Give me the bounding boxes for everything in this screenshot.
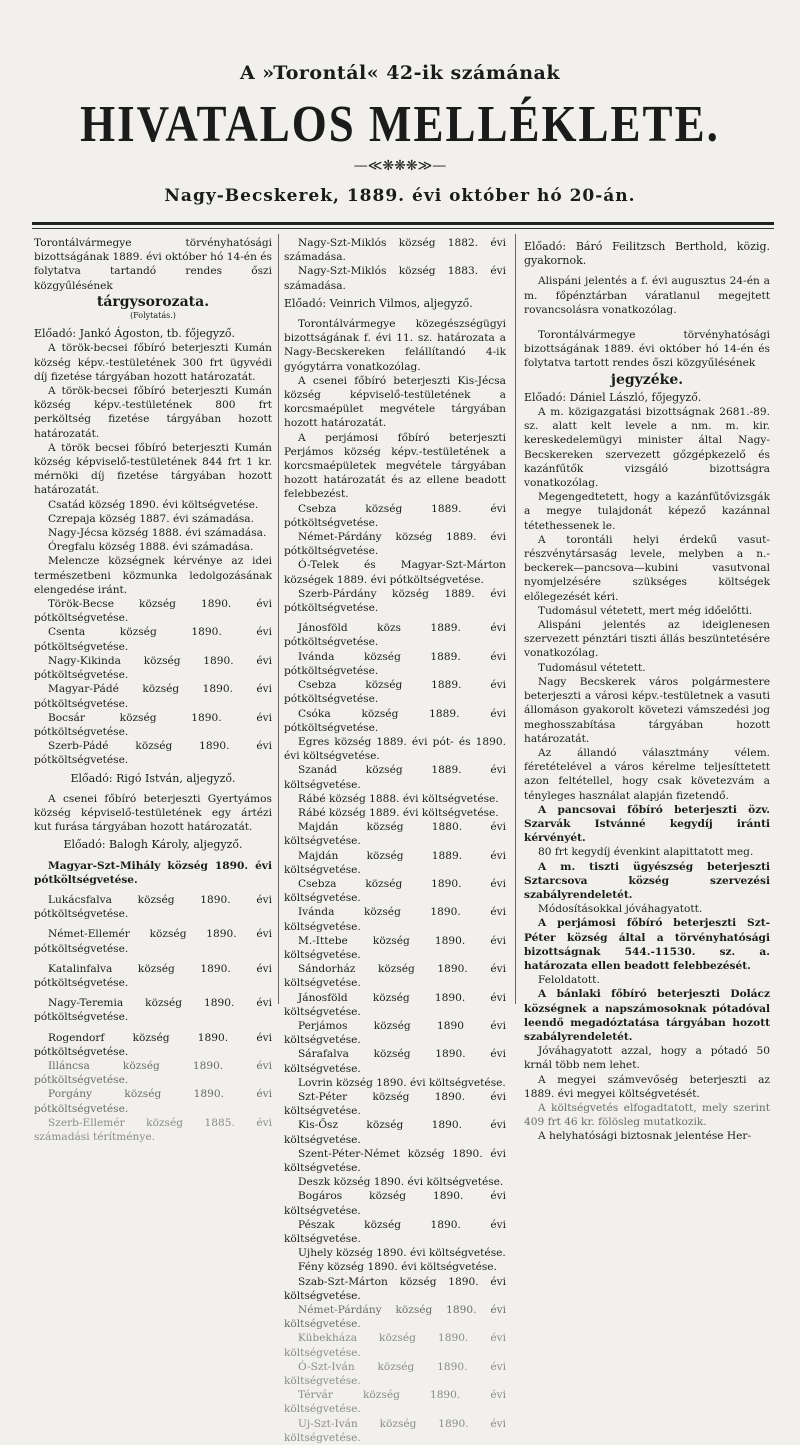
- list-item: Porgány község 1890. évi pótköltségvetése.: [34, 1088, 272, 1115]
- column-separator: [515, 234, 516, 1004]
- list-item: Kübekháza község 1890. évi költségvetése.: [284, 1332, 506, 1359]
- paragraph: Alispáni jelentés a f. évi augusztus 24-én a m. főpénztárban váratlanul megejtett rovancsolásra vonatkozólag.: [524, 275, 770, 316]
- paragraph: Módosításokkal jóváhagyatott.: [538, 903, 703, 916]
- list-item: Csatád község 1890. évi költségvetése.: [48, 498, 259, 511]
- speaker-line: Előadó: Dániel László, főjegyző.: [524, 390, 702, 404]
- list-item: Katalinfalva község 1890. évi pótköltségvetése.: [34, 962, 272, 989]
- paragraph: Nagy Becskerek város polgármestere beterjeszti a városi képv.-testületnek a vasuti állomáson gyakorolt követezi vámszedési jog meghosszabítása tárgyában hozott határozatát.: [524, 675, 770, 745]
- paragraph: Jóváhagyatott azzal, hogy a pótadó 50 krnál több nem lehet.: [524, 1045, 770, 1072]
- column-2: [284, 236, 506, 1445]
- paragraph: Tudomásul vétetett.: [538, 661, 646, 674]
- list-item: Jánosföld közs 1889. évi pótköltségvetése.: [284, 622, 506, 649]
- list-item: Szent-Péter-Német község 1890. évi költségvetése.: [284, 1147, 506, 1174]
- paragraph: 80 frt kegydíj évenkint alapittatott meg.: [538, 846, 754, 859]
- paragraph: Torontálvármegye törvényhatósági bizottságának 1889. évi október hó 14-én és folytatva tartott rendes őszi közgyűlésének: [524, 329, 770, 370]
- section-title: tárgysorozata.: [96, 293, 210, 310]
- paragraph: A költségvetés elfogadtatott, mely szerint 409 frt 46 kr. fölösleg mutatkozik.: [524, 1101, 770, 1129]
- paragraph: Tudomásul vétetett, mert még időelőtti.: [538, 604, 753, 617]
- list-item: M.-Ittebe község 1890. évi költségvetése.: [284, 934, 506, 961]
- list-item: Ujhely község 1890. évi költségvetése.: [298, 1247, 506, 1260]
- paragraph: A perjámosi főbíró beterjeszti Szt-Péter község által a törvényhatósági bizottságnak 544.-11530. sz. a. határozata ellen beadott felebbezését.: [524, 917, 770, 972]
- list-item: Rábé község 1889. évi költségvetése.: [298, 806, 499, 819]
- list-item: Lukácsfalva község 1890. évi pótköltségvetése.: [34, 893, 272, 921]
- list-item: Nagy-Szt-Miklós község 1883. évi számadása.: [284, 265, 506, 292]
- column-separator: [278, 234, 279, 1004]
- list-item: Kis-Ősz község 1890. évi költségvetése.: [284, 1119, 506, 1146]
- list-item: Ó-Telek és Magyar-Szt-Márton községek 1889. évi pótköltségvetése.: [284, 559, 506, 586]
- paragraph: Megengedtetett, hogy a kazánfűtővizsgák a megye tulajdonát képező kazánnal tétethessenek le.: [524, 491, 770, 532]
- list-item: Térvár község 1890. évi költségvetése.: [284, 1389, 506, 1416]
- paragraph: Torontálvármegye közegészségügyi bizottságának f. évi 11. sz. határozata a Nagy-Becskereken felállítandó 4-ik gyógytárra vonatkozólag.: [284, 318, 506, 373]
- list-item: Ivánda község 1889. évi pótköltségvetése.: [284, 650, 506, 677]
- paragraph: A csenei főbíró beterjeszti Kis-Jécsa község képviselő-testületének a korcsmaépület megvétele tárgyában hozott határozatát.: [284, 374, 506, 430]
- column-1: [34, 236, 272, 1144]
- list-item: Ó-Szt-Iván község 1890. évi költségvetése.: [284, 1360, 506, 1388]
- paragraph: Alispáni jelentés az ideiglenesen szervezett pénztári tiszti állás beszüntetésére vonatkozólag.: [524, 619, 770, 660]
- list-item: Rábé község 1888. évi költségvetése.: [298, 792, 499, 805]
- list-item: Deszk község 1890. évi költségvetése.: [298, 1176, 504, 1189]
- list-item: Szerb-Párdány község 1889. évi pótköltségvetése.: [284, 587, 506, 615]
- list-item: Szab-Szt-Márton község 1890. évi költségvetése.: [284, 1275, 506, 1302]
- list-item: Bogáros község 1890. évi költségvetése.: [284, 1190, 506, 1217]
- list-item: Óregfalu község 1888. évi számadása.: [48, 541, 254, 554]
- supertitle: A »Torontál« 42-ik számának: [239, 62, 561, 84]
- paragraph: Torontálvármegye törvényhatósági bizottságának 1889. évi október hó 14-én és folytatva tartandó rendes őszi közgyűlésének: [34, 237, 272, 292]
- list-item: Perjámos község 1890 évi költségvetése.: [284, 1019, 506, 1047]
- paragraph: A pancsovai főbíró beterjeszti özv. Szarvák Istvánné kegydíj iránti kérvényét.: [524, 803, 770, 845]
- dateline: Nagy-Becskerek, 1889. évi október hó 20-án.: [164, 186, 636, 206]
- list-item: Nagy-Szt-Miklós község 1882. évi számadása.: [284, 237, 506, 264]
- list-item: Csebza község 1890. évi költségvetése.: [284, 877, 506, 905]
- speaker-line: Előadó: Rigó István, aljegyző.: [70, 771, 236, 785]
- list-item: Sárafalva község 1890. évi költségvetése.: [284, 1048, 506, 1075]
- list-item: Uj-Szt-Iván község 1890. évi költségvetése.: [284, 1417, 506, 1444]
- list-item: Csóka község 1889. évi pótköltségvetése.: [284, 707, 506, 734]
- continued-note: (Folytatás.): [130, 311, 176, 321]
- paragraph: A m. tiszti ügyészség beterjeszti Sztarcsova község szervezési szabályrendeletét.: [524, 860, 770, 901]
- list-item: Szanád község 1889. évi költségvetése.: [284, 764, 506, 791]
- list-item: Csenta község 1890. évi pótköltségvetése.: [34, 626, 272, 653]
- list-item: Német-Párdány község 1889. évi pótköltségvetése.: [284, 531, 506, 558]
- ornament-divider: —≪❋❋❋≫—: [353, 158, 447, 174]
- list-item: Magyar-Szt-Mihály község 1890. évi pótköltségvetése.: [34, 859, 272, 886]
- list-item: Sándorház község 1890. évi költségvetése.: [284, 963, 506, 990]
- speaker-line: Előadó: Báró Feilitzsch Berthold, közig. gyakornok.: [524, 240, 770, 268]
- list-item: Czrepaja község 1887. évi számadása.: [48, 512, 254, 525]
- paragraph: A bánlaki főbíró beterjeszti Dolácz községnek a napszámosoknak pótadóval leendő megadóztatása tárgyában hozott szabályrendeletét.: [524, 988, 770, 1043]
- paragraph: A m. közigazgatási bizottságnak 2681.-89. sz. alatt kelt levele a nm. m. kir. kereskedelemügyi minister által Nagy-Becskereken szervezett gőzgépkezelő és kazánfűtők vizsgáló bizottságra vonatkozólag.: [524, 406, 770, 490]
- list-item: Egres község 1889. évi pót- és 1890. évi költségvetése.: [284, 735, 506, 763]
- list-item: Jánosföld község 1890. évi költségvetése.: [284, 991, 506, 1018]
- speaker-line: Előadó: Jankó Ágoston, tb. főjegyző.: [34, 327, 236, 341]
- list-item: Csebza község 1889. évi pótköltségvetése.: [284, 502, 506, 529]
- list-item: Török-Becse község 1890. évi pótköltségvetése.: [34, 598, 272, 625]
- list-item: Majdán község 1880. évi költségvetése.: [284, 821, 506, 848]
- header-rule-thin: [32, 228, 774, 229]
- list-item: Illáncsa község 1890. évi pótköltségvetése.: [34, 1059, 272, 1087]
- column-3: [524, 236, 770, 1144]
- list-item: Csebza község 1889. évi pótköltségvetése.: [284, 679, 506, 706]
- list-item: Pészak község 1890. évi költségvetése.: [284, 1218, 506, 1246]
- list-item: Lovrin község 1890. évi költségvetése.: [298, 1076, 506, 1089]
- list-item: Nagy-Teremia község 1890. évi pótköltségvetése.: [34, 997, 272, 1024]
- list-item: Nagy-Kikinda község 1890. évi pótköltségvetése.: [34, 654, 272, 682]
- list-item: Rogendorf község 1890. évi pótköltségvetése.: [34, 1031, 272, 1058]
- paragraph: A török-becsei főbíró beterjeszti Kumán község képv.-testületének 800 frt perköltség fizetése tárgyában hozott határozatát.: [34, 385, 272, 440]
- paragraph: A helyhatósági biztosnak jelentése Her-: [538, 1130, 752, 1143]
- section-title: jegyzéke.: [610, 371, 684, 388]
- list-item: Szt-Péter község 1890. évi költségvetése.: [284, 1090, 506, 1118]
- list-item: Bocsár község 1890. évi pótköltségvetése.: [34, 711, 272, 738]
- list-item: Magyar-Pádé község 1890. évi pótköltségvetése.: [34, 683, 272, 710]
- list-item: Nagy-Jécsa község 1888. évi számadása.: [48, 527, 267, 540]
- list-item: Német-Párdány község 1890. évi költségvetése.: [284, 1304, 506, 1331]
- list-item: Majdán község 1889. évi költségvetése.: [284, 849, 506, 876]
- list-item: Ivánda község 1890. évi költségvetése.: [284, 906, 506, 933]
- speaker-line: Előadó: Veinrich Vilmos, aljegyző.: [284, 296, 473, 310]
- paragraph: A megyei számvevőség beterjeszti az 1889. évi megyei költségvetését.: [524, 1073, 770, 1100]
- paragraph: Az állandó választmány vélem. féretételével a város kérelme teljesíttetett azon feltétellel, hogy csak követezvám a tényleges használat alapján fizetendő.: [524, 746, 770, 802]
- list-item: Szerb-Pádé község 1890. évi pótköltségvetése.: [34, 740, 272, 767]
- list-item: Német-Ellemér község 1890. évi pótköltségvetése.: [34, 928, 272, 955]
- speaker-line: Előadó: Balogh Károly, aljegyző.: [63, 838, 243, 852]
- list-item: Fény község 1890. évi költségvetése.: [298, 1261, 497, 1274]
- page-title: HIVATALOS MELLÉKLETE.: [80, 95, 720, 153]
- paragraph: A csenei főbíró beterjeszti Gyertyámos község képviselő-testületének egy ártézi kut furása tárgyában hozott határozatát.: [34, 792, 272, 834]
- paragraph: A perjámosi főbíró beterjeszti Perjámos község képv.-testületének a korcsmaépületek megvétele tárgyában hozott határozatát és az ellene beadott felebbezést.: [284, 431, 506, 501]
- paragraph: Feloldatott.: [538, 974, 600, 987]
- paragraph: A török-becsei főbíró beterjeszti Kumán község képv.-testületének 300 frt ügyvédi díj fizetése tárgyában hozott határozatát.: [34, 342, 272, 383]
- list-item: Szerb-Ellemér község 1885. évi számadási térítménye.: [34, 1116, 272, 1143]
- paragraph: A török becsei főbíró beterjeszti Kumán község képviselő-testületének 844 frt 1 kr. mérnöki díj fizetése tárgyában hozott határozatát.: [34, 441, 272, 497]
- paragraph: A torontáli helyi érdekű vasut-részvénytársaság levele, melyben a n.-beckerek—pancsova—kubini vasutvonal nyomjelzésére szükséges költségek előlegezését kéri.: [524, 533, 770, 603]
- paragraph: Melencze községnek kérvénye az idei természetbeni közmunka ledolgozásának elengedése iránt.: [34, 555, 272, 596]
- header-rule-thick: [32, 222, 774, 225]
